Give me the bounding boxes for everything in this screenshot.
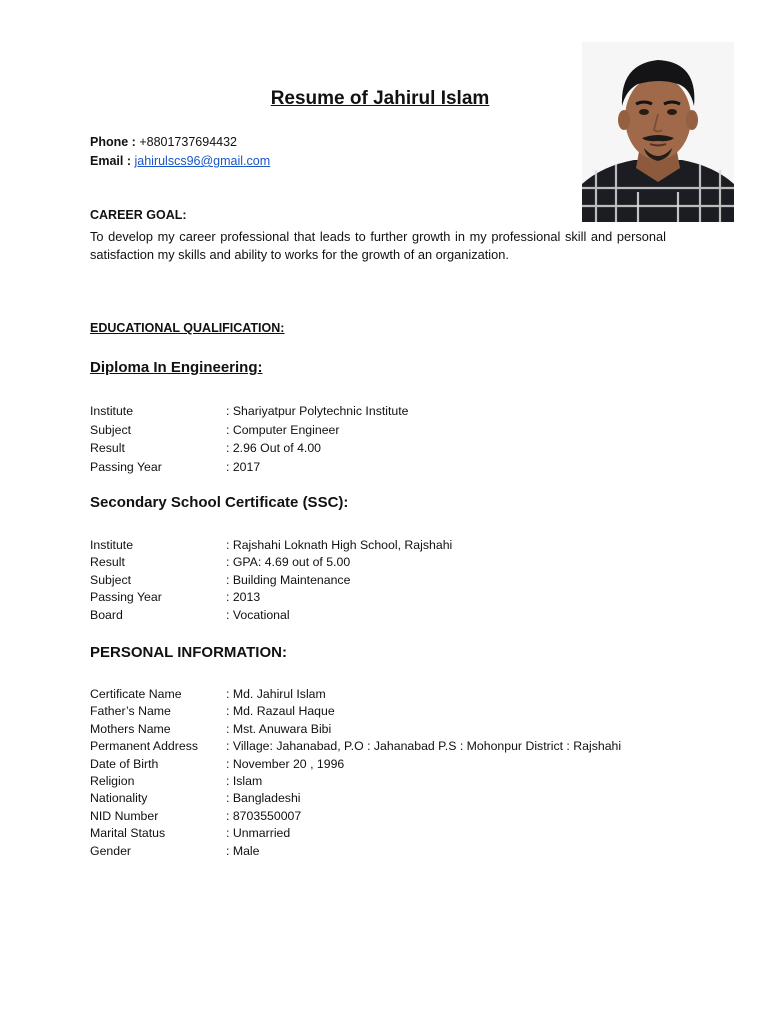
row-value: : November 20 , 1996 [226,756,345,771]
diploma-row-subject [90,421,690,440]
row-value: : Building Maintenance [226,572,351,587]
row-value: : Shariyatpur Polytechnic Institute [226,404,409,418]
personal-row-marital-status [90,825,690,842]
row-value: : Unmarried [226,826,291,841]
ssc-details [90,537,690,624]
row-label: Subject [90,422,132,437]
row-label: Religion [90,773,135,788]
personal-row-mothers-name [90,721,690,738]
row-value: : 8703550007 [226,808,302,823]
row-value: : GPA: 4.69 out of 5.00 [226,555,351,570]
row-value: : 2017 [226,459,261,474]
row-label: Result [90,555,125,570]
row-label: Certificate Name [90,687,182,701]
diploma-details [90,402,690,476]
phone-label: Phone : [90,135,136,149]
row-value: : Village: Jahanabad, P.O : Jahanabad P.S : Mohonpur District : Rajshahi [226,739,622,754]
row-label: Nationality [90,791,148,806]
personal-row-nid-number [90,808,690,825]
personal-info-heading: PERSONAL INFORMATION: [90,644,287,661]
row-label: Date of Birth [90,756,159,771]
row-value: : 2.96 Out of 4.00 [226,441,322,456]
profile-photo [582,42,734,222]
phone-line [90,133,237,152]
row-label: NID Number [90,808,159,823]
row-value: : Rajshahi Loknath High School, Rajshahi [226,538,453,552]
row-value: : Islam [226,773,263,788]
profile-photo-illustration [582,42,734,222]
career-goal-text: To develop my career professional that leads to further growth in my professional skill and personal satisfaction my skills and ability to works for the growth of an organization. [90,229,666,262]
row-value: : 2013 [226,590,261,605]
phone-value: +8801737694432 [139,135,238,149]
row-label: Permanent Address [90,739,198,754]
personal-row-fathers-name [90,703,690,720]
row-value: : Male [226,843,260,858]
ssc-row-subject [90,572,690,589]
row-label: Institute [90,404,134,418]
diploma-heading: Diploma In Engineering: [90,359,263,376]
personal-row-date-of-birth [90,756,690,773]
diploma-row-result [90,439,690,458]
ssc-row-institute [90,537,690,554]
row-value: : Mst. Anuwara Bibi [226,721,332,736]
diploma-row-passing-year [90,458,690,477]
email-line [90,152,270,171]
ssc-row-board [90,607,690,624]
row-label: Marital Status [90,826,166,841]
resume-title: Resume of Jahirul Islam [270,88,490,109]
row-value: : Md. Razaul Haque [226,704,335,719]
row-label: Father’s Name [90,704,171,719]
row-label: Institute [90,538,134,552]
row-label: Gender [90,843,132,858]
education-heading: EDUCATIONAL QUALIFICATION: [90,321,285,335]
personal-row-certificate-name [90,686,690,703]
email-label: Email : [90,154,131,168]
row-value: : Vocational [226,607,290,622]
row-label: Passing Year [90,459,162,474]
personal-row-religion [90,773,690,790]
personal-row-nationality [90,790,690,807]
ssc-row-passing-year [90,589,690,606]
row-value: : Bangladeshi [226,791,301,806]
row-label: Result [90,441,125,456]
row-label: Passing Year [90,590,162,605]
row-label: Board [90,607,123,622]
ssc-row-result [90,554,690,571]
personal-row-gender [90,843,690,860]
row-value: : Computer Engineer [226,422,340,437]
ssc-heading: Secondary School Certificate (SSC): [90,494,349,511]
personal-row-permanent-address [90,738,690,755]
row-label: Subject [90,572,132,587]
diploma-row-institute [90,402,690,421]
career-goal-heading: CAREER GOAL: [90,208,187,222]
row-value: : Md. Jahirul Islam [226,687,326,701]
row-label: Mothers Name [90,721,171,736]
personal-details [90,686,690,860]
email-link[interactable]: jahirulscs96@gmail.com [134,154,271,168]
